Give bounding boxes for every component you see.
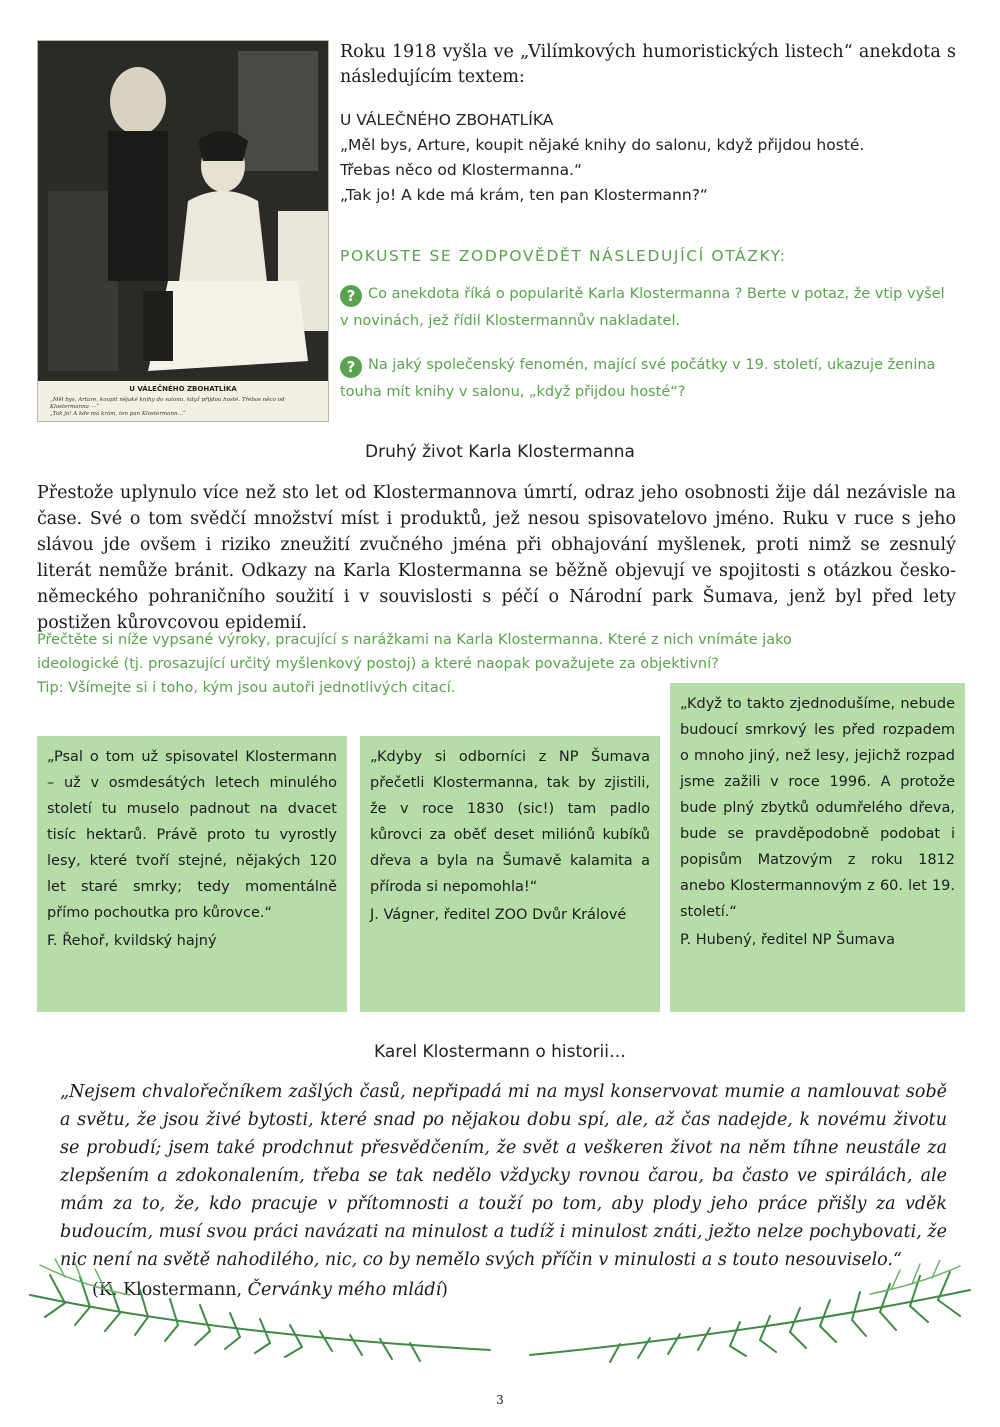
source-title: Červánky mého mládí: [247, 1280, 442, 1300]
questions-heading: POKUSTE SE ZODPOVĚDĚT NÁSLEDUJÍCÍ OTÁZKY:: [340, 247, 787, 265]
illustration-quote-line: „Tak jo! A kde má krám, ten pan Klostermann…“: [50, 411, 186, 417]
historical-illustration: [37, 40, 329, 422]
source-suffix: ): [441, 1280, 448, 1300]
question-mark-circle-icon: ?: [340, 356, 362, 378]
anecdote-line: „Tak jo! A kde má krám, ten pan Klostermann?“: [340, 186, 708, 204]
task-tip: Tip: Všímejte si i toho, kým jsou autoři jednotlivých citací.: [37, 680, 456, 696]
anecdote-line: Třebas něco od Klostermanna.“: [340, 161, 583, 179]
anecdote: [340, 108, 956, 208]
body-paragraph: Přestože uplynulo více než sto let od Klostermannova úmrtí, odraz jeho osobnosti žije dál nezávisle na čase. Své o tom svědčí množství míst i produktů, jež nesou spisovatelovo jméno. Ruku v ruce s jeho slávou jde ovšem i riziko zneužití zvučného jména při obhajování myšlenek, proti nimž se zesnulý literát nemůže bránit. Odkazy na Karla Klostermanna se běžně objevují ve spojitosti s otázkou česko-německého pohraničního soužití i v souvislosti s péčí o Národní park Šumava, jenž byl před lety postižen kůrovcovou epidemií.: [37, 483, 956, 633]
quote-box: [37, 736, 347, 1012]
section-title: Karel Klostermann o historii…: [373, 1042, 626, 1062]
section-title: Druhý život Karla Klostermanna: [365, 442, 635, 462]
illustration-caption: U VÁLEČNÉHO ZBOHATLÍKA: [129, 385, 237, 393]
spruce-branch-left-icon: [20, 1255, 500, 1365]
illustration-drawing: [38, 41, 328, 381]
quote-text: „Psal o tom už spisovatel Klostermann – už v osmdesátých letech minulého století tu muselo padnout na dvacet tisíc hektarů. Právě proto tu vyrostly lesy, které tvoří stejné, nějakých 120 let staré smrky; tedy momentálně přímo pochoutka pro kůrovce.“: [47, 749, 337, 921]
quote-text: „Kdyby si odborníci z NP Šumava přečetli Klostermanna, tak by zjistili, že v roce 1830 (sic!) tam padlo kůrovci za oběť deset miliónů kubíků dřeva a byla na Šumavě kalamita a příroda si nepomohla!“: [370, 749, 650, 895]
question-item: [340, 281, 956, 335]
spruce-branch-right-icon: [520, 1260, 980, 1370]
illustration-quote: [50, 397, 316, 418]
quote-box: [360, 736, 660, 1012]
intro-text: Roku 1918 vyšla ve „Vilímkových humoristických listech“ anekdota s následujícím textem:: [340, 42, 956, 87]
page-number: 3: [496, 1393, 504, 1407]
task-line: Přečtěte si níže vypsané výroky, pracující s narážkami na Karla Klostermanna. Které z nich vnímáte jako: [37, 632, 792, 648]
anecdote-line: „Měl bys, Arture, koupit nějaké knihy do salonu, když přijdou hosté.: [340, 136, 865, 154]
quote-author: F. Řehoř, kvildský hajný: [47, 933, 217, 949]
quote-box: [670, 683, 965, 1012]
quote-author: J. Vágner, ředitel ZOO Dvůr Králové: [370, 907, 627, 923]
question-text: Na jaký společenský fenomén, mající své počátky v 19. století, ukazuje ženina touha mít knihy v salonu, „když přijdou hosté“?: [340, 357, 936, 400]
source-prefix: (K. Klostermann,: [92, 1280, 248, 1300]
question-text: Co anekdota říká o popularitě Karla Klostermanna ? Berte v potaz, že vtip vyšel v novinách, jež řídil Klostermannův nakladatel.: [340, 286, 945, 329]
illustration-quote-line: „Měl bys, Arture, koupit nějaké knihy do salonu, když přijdou hosté. Třebas něco od Klostermanna —“: [50, 397, 285, 410]
quote-text: „Když to takto zjednodušíme, nebude budoucí smrkový les před rozpadem o mnoho jiný, než lesy, jejichž rozpad jsme zažili v roce 1996. A protože bude plný zbytků odumřelého dřeva, bude se pravděpodobně podobat i popisům Matzovým z roku 1812 anebo Klostermannovým z 60. let 19. století.“: [680, 696, 955, 920]
question-item: [340, 352, 956, 406]
question-mark-circle-icon: ?: [340, 285, 362, 307]
task-line: ideologické (tj. prosazující určitý myšlenkový postoj) a které naopak považujete za objektivní?: [37, 656, 719, 672]
history-quote: „Nejsem chvalořečníkem zašlých časů, nepřipadá mi na mysl konservovat mumie a namlouvat sobě a světu, že jsou živé bytosti, které snad po nějakou dobu spí, ale, až čas nadejde, k novému životu se probudí; jsem také prodchnut přesvědčením, že svět a veškeren život na něm tíhne neustále za zlepšením a zdokonalením, třeba se tak nedělo vždycky rovnou čarou, ba často ve spirálách, ale mám za to, že, kdo pracuje v přítomnosti a touží po tom, aby plody jeho práce přišly za vděk budoucím, musí svou práci navázati na minulost a tudíž i minulost znáti, ježto nelze pochybovati, že nic není na světě nahodilého, nic, co by nemělo svých příčin v minulosti a s touto nesouviselo.“: [60, 1082, 947, 1270]
quote-author: P. Hubený, ředitel NP Šumava: [680, 932, 896, 948]
anecdote-title: U VÁLEČNÉHO ZBOHATLÍKA: [340, 111, 554, 129]
